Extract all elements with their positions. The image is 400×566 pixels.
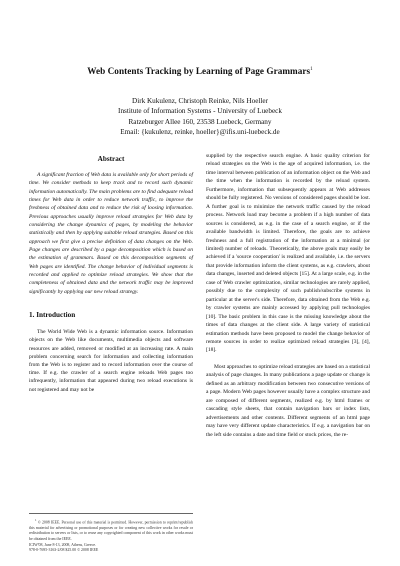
author-email: Email: {kukulenz, reinke, hoeller}@ifis.uni-luebeck.de <box>120 127 280 136</box>
introduction-heading: 1. Introduction <box>29 311 76 320</box>
footnote-isbn: 978-0-7695-3163-2/08 $25.00 © 2008 IEEE <box>29 548 99 553</box>
copyright-footnote <box>29 513 193 554</box>
left-column <box>29 155 193 394</box>
footnote-mark: 1 <box>35 518 37 522</box>
footnote-citation: ICIW'08, June 8-13, 2008, Athens, Greece. <box>29 542 97 547</box>
right-paragraph-1: supplied by the respective search engine. A basic quality criterion for reload strategies on the Web is the age of acquired information, i.e. the time interval between publication of an information object on the Web and the time when the information is recorded by the reload system. Furthermore, information that subsequently appears at Web addresses should be fully registered. No versions of considered pages should be lost. A further goal is to minimize the network traffic caused by the reload process. Network load may become a problem if a high number of data sources is considered, as e.g. in the case of a search engine, or if the available bandwidth is limited. Therefore, the goals are to achieve freshness and a full registration of the information at a minimal (or limited) number of reloads. Theoretically, the above goals may easily be achieved if a 'source cooperation' is realized and available, i.e. the servers that provide information inform the client systems, as e.g. crawlers, about data changes, inserted and deleted objects [15]. At a large scale, e.g. in the case of Web crawler optimization, similar technologies are rarely applied, possibly due to the complexity of such publish/subscribe systems in particular at the server's side. Therefore, data obtained from the Web e.g. by crawler systems are mainly accessed by applying pull technologies [10]. The basic problem in this case is the missing knowledge about the times of data changes at the client side. A large variety of statistical estimation methods have been proposed to model the change behavior of remote sources in order to realize optimized reload strategies [3], [4], [18]. <box>206 153 370 354</box>
footnote-body <box>29 518 193 543</box>
abstract-text: A significant fraction of Web data is available only for short periods of time. We consider methods to keep track and to record such dynamic information automatically. The main problems are to find adequate reload times for Web data in order to reduce network traffic, to improve the freshness of obtained data and to reduce the risk of loosing information. Previous approaches usually improve reload strategies for Web data by considering the change dynamics of pages, by modeling the behavior statistically and then by applying suitable reload strategies. Based on this approach we first give a precise definition of data changes on the Web. Page changes are described by a page decomposition which is based on the estimation of grammars. Based on this decomposition segments of Web pages are identified. The change behavior of individual segments is recorded and applied to optimize reload strategies. We show that the completeness of obtained data and the network traffic may be improved significantly by applying our new reload strategy. <box>29 172 193 295</box>
right-column <box>206 152 370 439</box>
abstract-heading: Abstract <box>97 155 125 163</box>
title-footnote-mark: 1 <box>310 66 313 72</box>
right-paragraph-2: Most approaches to optimize reload strategies are based on a statistical analysis of page changes. In many publications a page update or change is defined as an arbitrary modification between two consecutive versions of a page. Modern Web pages however usually have a complex structure and are composed of different segments, realized e.g. by html frames or cascading style sheets, that contain navigation bars or index lists, advertisements and other contents. Different segments of an html page may have very different update characteristics. If e.g. a navigation bar on the left side contains a date and time field or stock prices, the re- <box>206 363 370 438</box>
affiliation: Institute of Information Systems - University of Luebeck <box>118 107 282 116</box>
title-text: Web Contents Tracking by Learning of Page Grammars <box>87 66 311 76</box>
author-block <box>0 96 400 137</box>
footnote-text: © 2008 IEEE. Personal use of this material is permitted. However, permission to reprint/republish this material for advertising or promotional purposes or for creating new collective works for resale or redistribution to servers or lists, or to reuse any copyrighted component of this work in other works must be obtained from the IEEE. <box>29 520 193 542</box>
introduction-text: The World Wide Web is a dynamic information source. Information objects on the Web like documents, multimedia objects and software resources are added, removed or modified at an increasing rate. A main problem concerning search for information and collecting information from the Web is to register and to record information over the course of time. If e.g. the crawler of a search engine reloads Web pages too infrequently, information that appeared during two reload executions is not registered and may not be <box>29 329 193 393</box>
paper-title <box>0 66 400 76</box>
postal-address: Ratzeburger Allee 160, 23538 Luebeck, Germany <box>128 117 272 126</box>
author-names: Dirk Kukulenz, Christoph Reinke, Nils Hoeller <box>132 97 268 105</box>
